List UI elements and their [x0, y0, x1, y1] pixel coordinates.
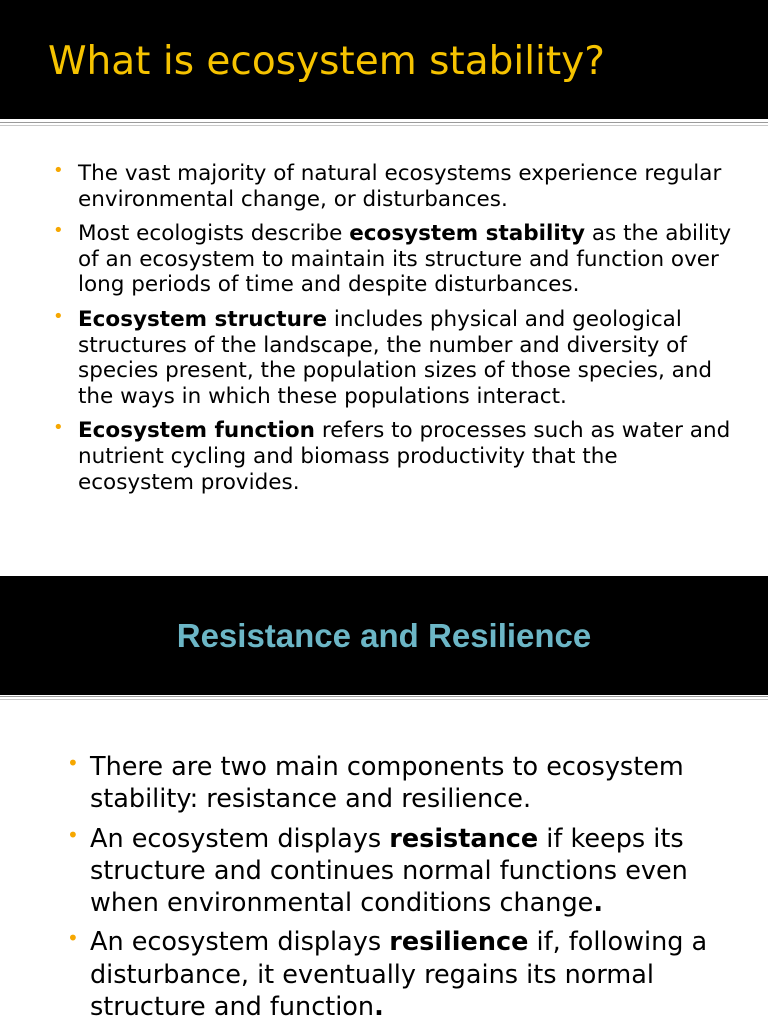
bullet-text-bold: resilience [389, 927, 529, 958]
slide1-divider [0, 122, 768, 126]
bullet-text-bold: Ecosystem function [78, 418, 315, 444]
slide2-divider [0, 696, 768, 700]
bullet-text-period: . [374, 992, 384, 1023]
slide1-title: What is ecosystem stability? [48, 39, 605, 84]
slide1-bullet-4 [53, 417, 738, 495]
bullet-text: The vast majority of natural ecosystems experience regular environmental change, or disturbances. [78, 161, 722, 212]
bullet-icon: • [53, 220, 64, 242]
bullet-text-pre: Most ecologists describe [78, 221, 350, 247]
bullet-icon: • [53, 305, 64, 327]
bullet-icon: • [67, 926, 79, 951]
bullet-icon: • [53, 160, 64, 181]
bullet-text-post: refers to processes such as water and nutrient cycling and biomass productivity that the ecosystem provides. [78, 418, 731, 495]
slide2-bullet-2 [67, 822, 750, 920]
bullet-text-post: as the ability of an ecosystem to maintain its structure and function over long periods of time and despite disturbances. [78, 221, 732, 298]
slide2-bullet-1 [67, 751, 750, 816]
bullet-text-pre: An ecosystem displays [90, 927, 390, 958]
slide2-bullet-list [67, 751, 750, 1024]
bullet-text-post: if, following a disturbance, it eventually regains its normal structure and function [90, 927, 708, 1023]
bullet-icon: • [67, 751, 79, 775]
bullet-text: There are two main components to ecosystem stability: resistance and resilience. [90, 752, 684, 815]
bullet-text-post: includes physical and geological structures of the landscape, the number and diversity of species present, the population sizes of those species, and the ways in which these populations interact. [78, 306, 713, 409]
slide2-title: Resistance and Resilience [176, 617, 592, 654]
slide2-bullet-3 [67, 926, 750, 1023]
slide1-bullet-3 [53, 305, 738, 409]
bullet-icon: • [53, 417, 64, 439]
slide1-bullet-1 [53, 160, 738, 212]
bullet-text-period: . [593, 888, 604, 919]
bullet-text-bold: Ecosystem structure [78, 306, 328, 332]
bullet-text-bold: ecosystem stability [349, 221, 586, 247]
slide1-bullet-list [53, 160, 738, 504]
bullet-icon: • [67, 822, 79, 847]
bullet-text-bold: resistance [389, 823, 539, 854]
bullet-text-pre: An ecosystem displays [90, 823, 390, 854]
slide1-bullet-2 [53, 220, 738, 298]
bullet-text-post: if keeps its structure and continues normal functions even when environmental conditions change [90, 823, 688, 919]
